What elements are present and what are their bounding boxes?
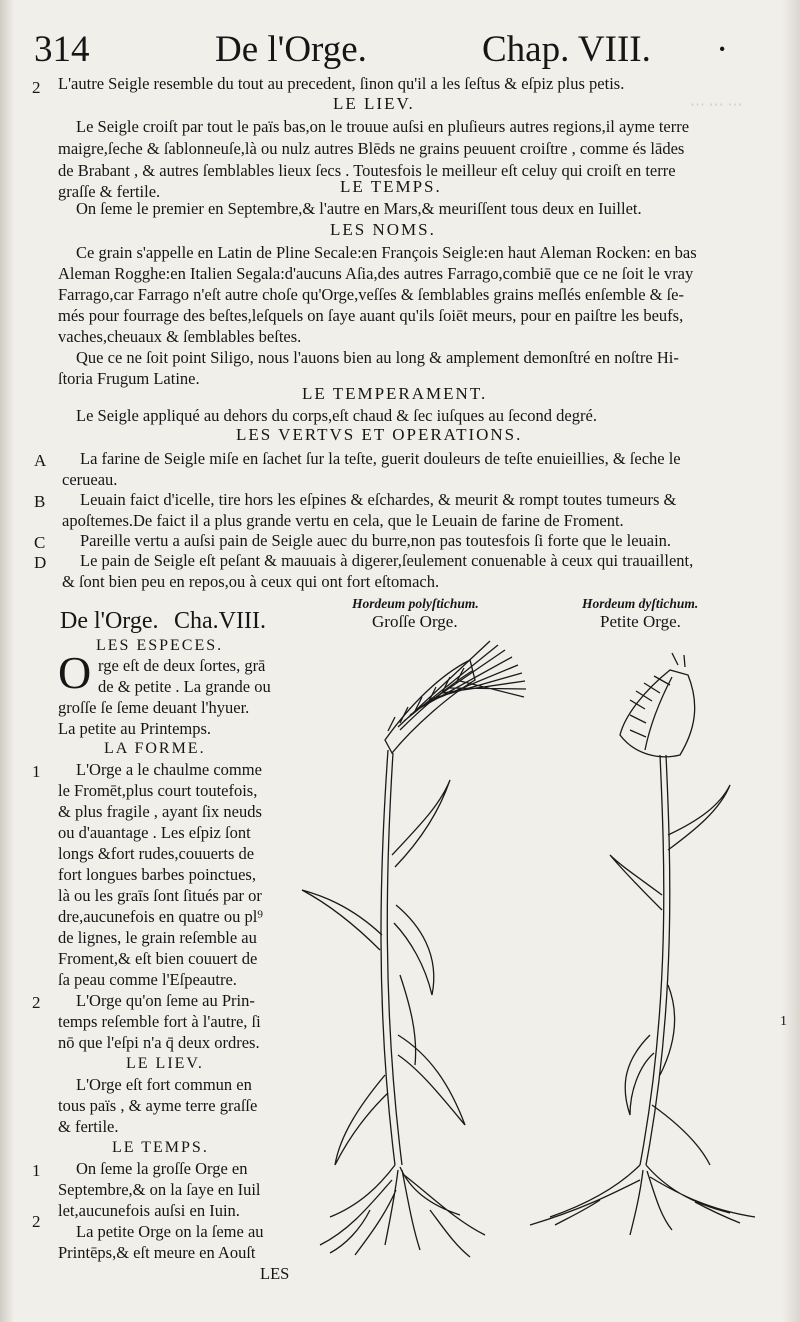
text-line: longs &fort rudes,couuerts de: [58, 844, 255, 863]
text-line: Farrago,car Farrago n'eſt autre choſe qu'Orge,veſſes & ſemblables grains meſlés enſemble & ſe-: [58, 285, 685, 304]
text-line: graſſe & fertile.: [58, 182, 161, 201]
margin-letter: C: [34, 533, 46, 552]
text-line: maigre,ſeche & ſablonneuſe,là ou nulz autres Blēds ne grains peuuent croiſtre , comme és lādes: [58, 139, 685, 158]
running-title: De l'Orge.: [215, 29, 367, 70]
text-line: La farine de Seigle miſe en ſachet ſur la teſte, guerit douleurs de teſte enuieillies, & ſeche le: [80, 449, 681, 468]
text-line: Printēps,& eſt meure en Aouſt: [58, 1243, 256, 1262]
section-heading: LES VERTVS ET OPERATIONS.: [236, 425, 523, 444]
figure-caption-french: Groſſe Orge.: [372, 612, 458, 631]
section-heading: LE LIEV.: [333, 94, 415, 113]
text-line: Le Seigle appliqué au dehors du corps,eſt chaud & ſec iuſques au ſecond degré.: [76, 406, 597, 425]
margin-letter: D: [34, 553, 47, 572]
text-line: Que ce ne ſoit point Siligo, nous l'auons bien au long & amplement demonſtré en noſtre Hi-: [76, 348, 679, 367]
margin-number: 1: [780, 1014, 787, 1029]
text-line: Le Seigle croiſt par tout le païs bas,on le trouue auſsi en pluſieurs autres regions,il ayme terre: [76, 117, 690, 136]
text-line: L'autre Seigle resemble du tout au precedent, ſinon qu'il a les ſeſtus & eſpiz plus petis.: [58, 74, 625, 93]
text-line: tous païs , & ayme terre graſſe: [58, 1096, 258, 1115]
text-line: là ou les graīs ſont ſitués par or: [58, 886, 262, 905]
column-title: De l'Orge.: [60, 608, 159, 634]
text-line: L'Orge qu'on ſeme au Prin-: [76, 991, 255, 1010]
margin-number: 1: [32, 762, 41, 781]
section-heading: LE TEMPERAMENT.: [302, 384, 488, 403]
text-line: On ſeme la groſſe Orge en: [76, 1159, 248, 1178]
text-line: Aleman Rogghe:en Italien Segala:d'aucuns Aſia,des autres Farrago,combiē que ce ne ſoit le vray: [58, 264, 694, 283]
text-line: L'Orge a le chaulme comme: [76, 760, 262, 779]
text-line: ou d'auantage . Les eſpiz ſont: [58, 823, 251, 842]
text-line: & plus fragile , ayant ſix neuds: [58, 802, 262, 821]
text-line: Leuain faict d'icelle, tire hors les eſpines & eſchardes, & meurit & rompt toutes tumeurs &: [80, 490, 677, 509]
text-line: & fertile.: [58, 1117, 119, 1136]
petite-orge-plant: [530, 653, 755, 1235]
text-line: groſſe ſe ſeme deuant l'hyuer.: [58, 698, 250, 717]
section-heading: LES NOMS.: [330, 220, 436, 239]
text-line: fort longues barbes poinctues,: [58, 865, 256, 884]
section-heading: LES ESPECES.: [96, 637, 224, 654]
figure-caption-french: Petite Orge.: [600, 612, 681, 631]
text-line: temps reſemble fort à l'autre, ſi: [58, 1012, 261, 1031]
chapter-heading: Chap. VIII.: [482, 29, 651, 70]
text-line: & ſont bien peu en repos,ou à ceux qui ont fort eſtomach.: [62, 572, 440, 591]
header-mark: ·: [716, 29, 729, 70]
text-line: de lignes, le grain reſemble au: [58, 928, 257, 947]
text-line: Pareille vertu a auſsi pain de Seigle auec du burre,non pas toutesfois ſi forte que le leuain.: [80, 531, 672, 550]
text-line: On ſeme le premier en Septembre,& l'autre en Mars,& meuriſſent tous deux en Iuillet.: [76, 199, 642, 218]
text-line: La petite Orge on la ſeme au: [76, 1222, 264, 1241]
text-line: Ce grain s'appelle en Latin de Pline Secale:en François Seigle:en haut Aleman Rocken: en bas: [76, 243, 697, 262]
text-line: vaches,cheuaux & ſemblables beſtes.: [58, 327, 302, 346]
margin-number: 2: [32, 1212, 41, 1231]
section-heading: LE TEMPS.: [340, 177, 442, 196]
figure-caption-latin: Hordeum dyſtichum.: [582, 596, 699, 611]
section-heading: LE LIEV.: [126, 1055, 204, 1072]
text-line: ſtoria Frugum Latine.: [58, 369, 200, 388]
figure-caption-latin: Hordeum polyſtichum.: [352, 596, 479, 611]
margin-letter: B: [34, 492, 46, 511]
text-line: rge eſt de deux ſortes, grā: [98, 656, 266, 675]
section-heading: LE TEMPS.: [112, 1139, 209, 1156]
text-line: apoſtemes.De faict il a plus grande vertu en cela, que le Leuain de farine de Froment.: [62, 511, 624, 530]
text-line: cerueau.: [62, 470, 118, 489]
catchword: LES: [260, 1264, 290, 1283]
text-line: ſa peau comme l'Eſpeautre.: [58, 970, 237, 989]
barley-woodcut-illustration: [300, 605, 790, 1265]
text-line: Le pain de Seigle eſt peſant & mauuais à digerer,ſeulement conuenable à ceux qui trauaillent,: [80, 551, 694, 570]
text-line: La petite au Printemps.: [58, 719, 212, 738]
text-line: nō que l'eſpi n'a q̄ deux ordres.: [58, 1033, 260, 1052]
column-chapter: Cha.VIII.: [174, 608, 266, 634]
gutter-shadow: [0, 0, 14, 1322]
bleed-through-text: ⋯ ⋯ ⋯: [690, 97, 743, 113]
text-line: L'Orge eſt fort commun en: [76, 1075, 252, 1094]
text-line: de Brabant , & autres ſemblables lieux ſecs . Toutesfois le meilleur eſt celuy qui croiſt en terre: [58, 161, 676, 180]
grosse-orge-plant: [302, 641, 526, 1257]
text-line: let,aucunefois auſsi en Iuin.: [58, 1201, 240, 1220]
text-line: Septembre,& on la ſaye en Iuil: [58, 1180, 261, 1199]
page-number: 314: [34, 29, 90, 70]
margin-number: 2: [32, 78, 41, 97]
text-line: dre,aucunefois en quatre ou pl⁹: [58, 907, 264, 926]
margin-number: 2: [32, 993, 41, 1012]
margin-letter: A: [34, 451, 47, 470]
text-line: Froment,& eſt bien couuert de: [58, 949, 258, 968]
text-line: més pour fourrage des beſtes,leſquels on ſaye auant qu'ils ſoiēt meurs, pour en paiſtre les beufs,: [58, 306, 684, 325]
margin-number: 1: [32, 1161, 41, 1180]
text-line: le Fromēt,plus court toutefois,: [58, 781, 258, 800]
text-line: de & petite . La grande ou: [98, 677, 271, 696]
section-heading: LA FORME.: [104, 740, 206, 757]
drop-capital: O: [58, 647, 92, 698]
